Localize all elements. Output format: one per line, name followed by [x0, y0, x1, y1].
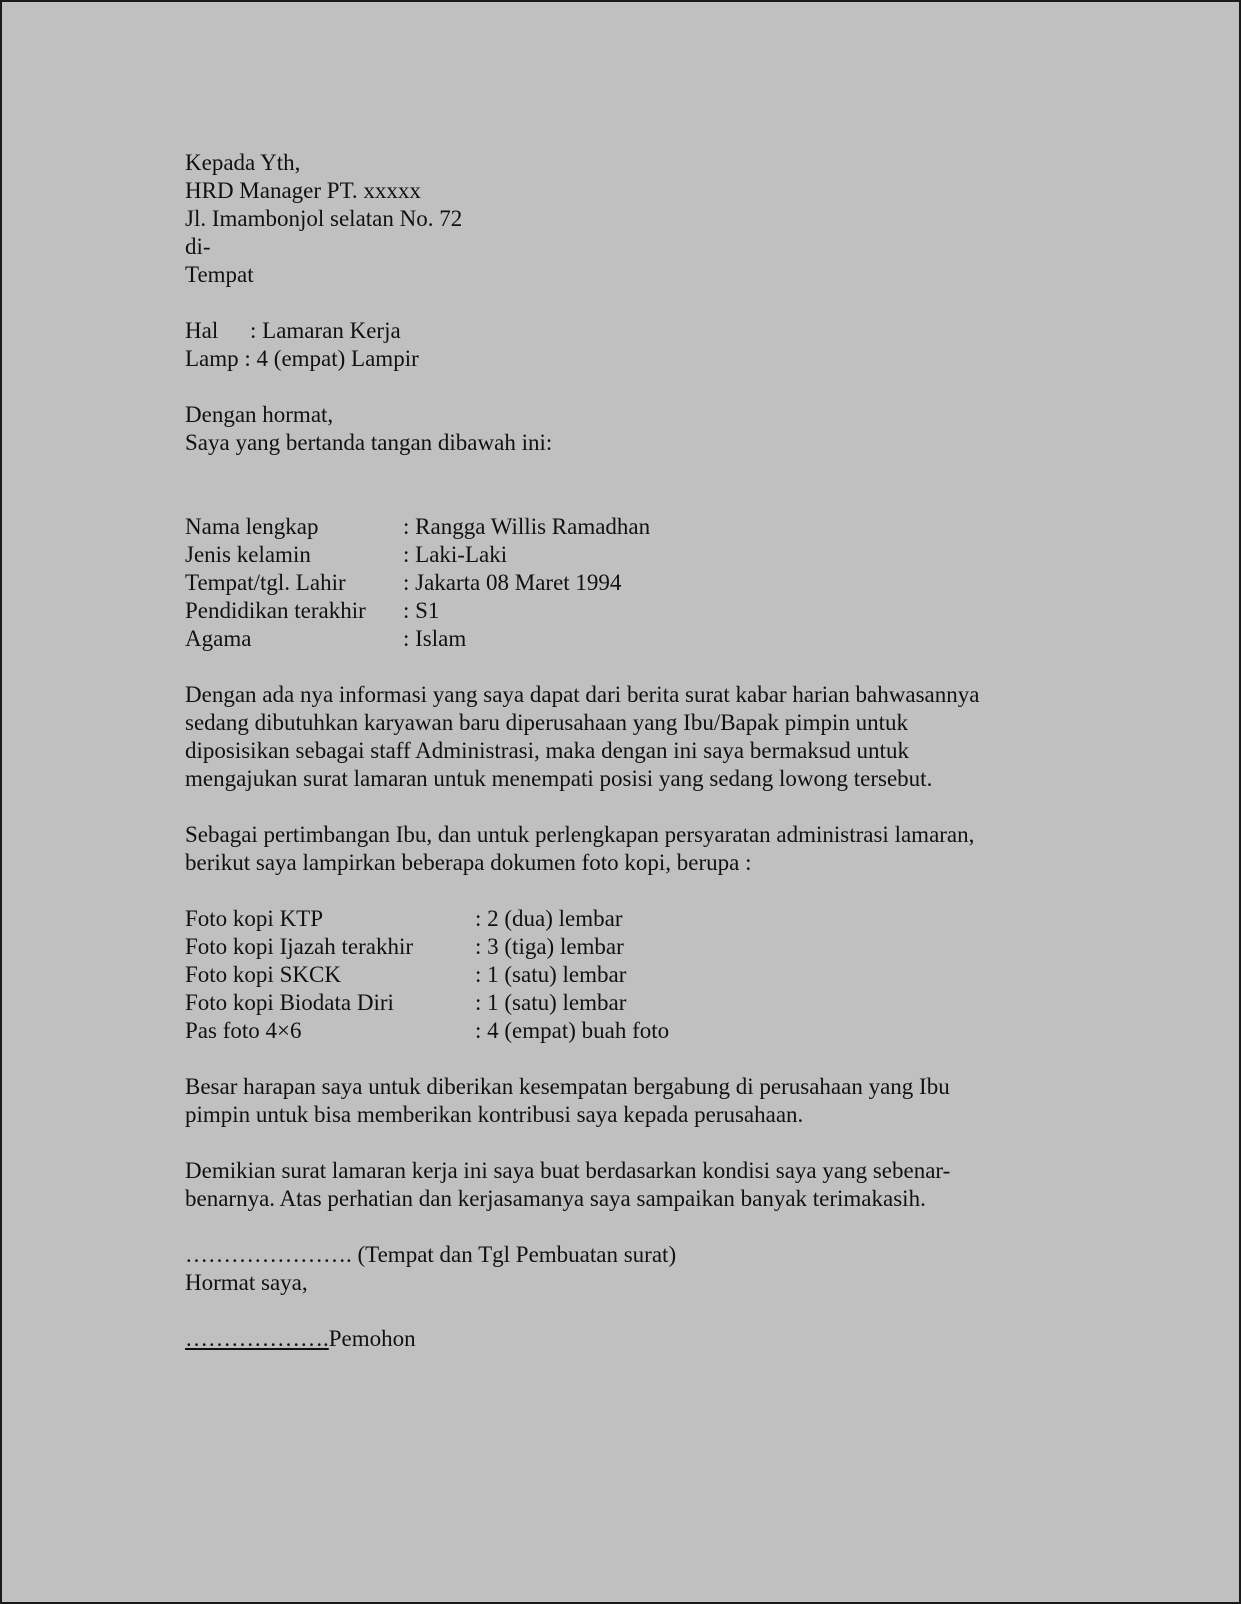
attachment-label: Pas foto 4×6: [185, 1018, 302, 1043]
signature-line: [185, 1325, 1065, 1353]
attachments-table: [185, 905, 1065, 1045]
attachment-row: [185, 933, 1065, 961]
identity-label: Jenis kelamin: [185, 542, 311, 567]
identity-label: Tempat/tgl. Lahir: [185, 570, 346, 595]
identity-value: : Jakarta 08 Maret 1994: [403, 570, 622, 595]
signature-dots: ……………….: [185, 1326, 329, 1351]
identity-label: Agama: [185, 626, 252, 651]
regards-line: Hormat saya,: [185, 1270, 308, 1295]
identity-table: [185, 513, 1065, 653]
recipient-line-2: HRD Manager PT. xxxxx: [185, 178, 421, 203]
attachment-value: : 1 (satu) lembar: [475, 962, 627, 987]
identity-value: : Islam: [403, 626, 467, 651]
subject-hal-label: Hal: [185, 318, 219, 343]
place-date-line: …………………. (Tempat dan Tgl Pembuatan surat): [185, 1242, 677, 1267]
attachment-label: Foto kopi KTP: [185, 906, 324, 931]
recipient-line-4: di-: [185, 234, 211, 259]
subject-hal: [185, 317, 1065, 345]
attachment-value: : 4 (empat) buah foto: [475, 1018, 670, 1043]
letter-body: [185, 149, 1065, 1353]
signature-label: Pemohon: [328, 1326, 416, 1351]
paragraph-line: Dengan ada nya informasi yang saya dapat dari berita surat kabar harian bahwasannya: [185, 682, 980, 707]
paragraph-attachments-intro: [185, 821, 1065, 877]
attachment-value: : 3 (tiga) lembar: [475, 934, 624, 959]
paragraph-closing: [185, 1157, 1065, 1213]
identity-label: Pendidikan terakhir: [185, 598, 366, 623]
paragraph-line: mengajukan surat lamaran untuk menempati posisi yang sedang lowong tersebut.: [185, 766, 933, 791]
attachment-row: [185, 1017, 1065, 1045]
identity-value: : Rangga Willis Ramadhan: [403, 514, 651, 539]
paragraph-line: sedang dibutuhkan karyawan baru diperusahaan yang Ibu/Bapak pimpin untuk: [185, 710, 909, 735]
paragraph-hope: [185, 1073, 1065, 1129]
attachment-label: Foto kopi SKCK: [185, 962, 341, 987]
attachment-label: Foto kopi Ijazah terakhir: [185, 934, 414, 959]
attachment-value: : 1 (satu) lembar: [475, 990, 627, 1015]
paragraph-line: benarnya. Atas perhatian dan kerjasamanya saya sampaikan banyak terimakasih.: [185, 1186, 926, 1211]
identity-label: Nama lengkap: [185, 514, 319, 539]
attachment-value: : 2 (dua) lembar: [475, 906, 623, 931]
identity-value: : Laki-Laki: [403, 542, 508, 567]
subject-lamp: Lamp : 4 (empat) Lampir: [185, 346, 419, 371]
paragraph-line: Sebagai pertimbangan Ibu, dan untuk perlengkapan persyaratan administrasi lamaran,: [185, 822, 975, 847]
recipient-line-5: Tempat: [185, 262, 254, 287]
identity-row: [185, 597, 1065, 625]
recipient-line-1: Kepada Yth,: [185, 150, 301, 175]
identity-row: [185, 569, 1065, 597]
attachment-row: [185, 961, 1065, 989]
paragraph-line: Demikian surat lamaran kerja ini saya buat berdasarkan kondisi saya yang sebenar-: [185, 1158, 951, 1183]
identity-row: [185, 541, 1065, 569]
subject-hal-value: : Lamaran Kerja: [250, 318, 401, 343]
greeting-line-2: Saya yang bertanda tangan dibawah ini:: [185, 430, 553, 455]
paragraph-line: pimpin untuk bisa memberikan kontribusi saya kepada perusahaan.: [185, 1102, 804, 1127]
paragraph-intro: [185, 681, 1065, 793]
attachment-label: Foto kopi Biodata Diri: [185, 990, 394, 1015]
greeting-line-1: Dengan hormat,: [185, 402, 334, 427]
paragraph-line: berikut saya lampirkan beberapa dokumen foto kopi, berupa :: [185, 850, 752, 875]
attachment-row: [185, 989, 1065, 1017]
identity-value: : S1: [403, 598, 440, 623]
attachment-row: [185, 905, 1065, 933]
paragraph-line: diposisikan sebagai staff Administrasi, maka dengan ini saya bermaksud untuk: [185, 738, 909, 763]
recipient-line-3: Jl. Imambonjol selatan No. 72: [185, 206, 463, 231]
identity-row: [185, 625, 1065, 653]
identity-row: [185, 513, 1065, 541]
paragraph-line: Besar harapan saya untuk diberikan kesempatan bergabung di perusahaan yang Ibu: [185, 1074, 950, 1099]
